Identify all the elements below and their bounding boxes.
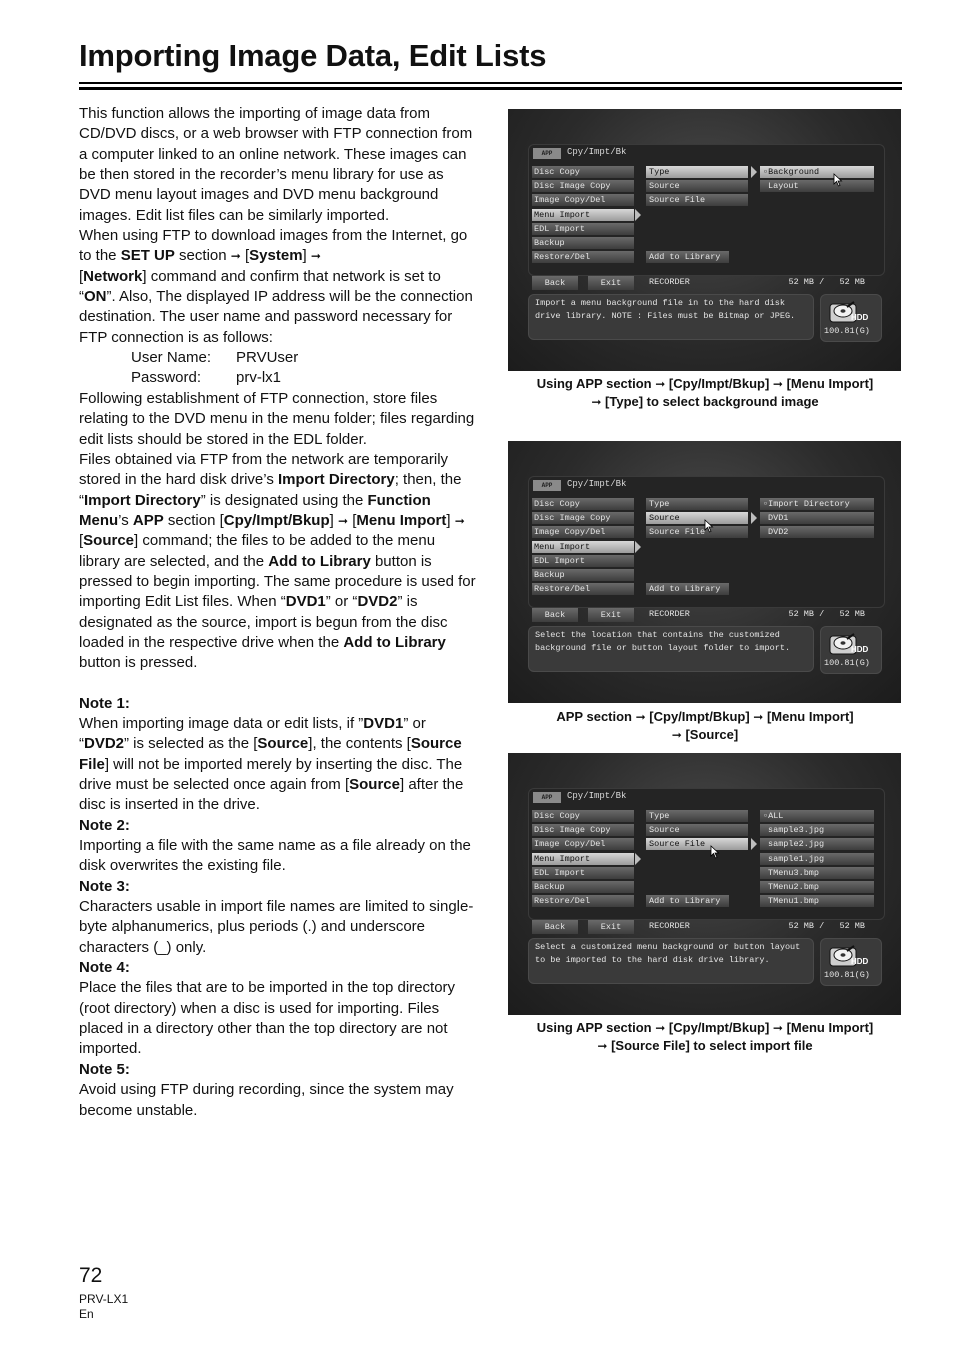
recorder-label: RECORDER — [649, 277, 690, 287]
text-run: section — [174, 247, 231, 265]
menu-item[interactable]: Disc Image Copy — [532, 512, 634, 524]
back-button[interactable]: Back — [532, 276, 578, 290]
text-run: section [ — [163, 511, 224, 529]
note5-text: Avoid using FTP during recording, since the system may become unstable. — [79, 1081, 454, 1119]
status-bar — [528, 920, 883, 936]
username-value: PRVUser — [236, 349, 299, 367]
option-list — [646, 498, 748, 541]
value-label: sample3.jpg — [768, 825, 825, 836]
app-tag: APP — [533, 148, 561, 159]
bold-run: Add to Library — [343, 633, 446, 651]
bold-run: Import Directory — [84, 491, 201, 509]
bold-run: Add to Library — [268, 552, 371, 570]
arrow-icon: ➞ — [753, 710, 764, 724]
option-item[interactable]: Source File — [646, 194, 748, 206]
caption-text: [Cpy/Impt/Bkup] — [645, 709, 754, 724]
caption-text: [Source File] to select import file — [607, 1038, 813, 1053]
arrow-icon: ➞ — [597, 1039, 608, 1053]
text-run: Files obtained via FTP from the network are temporarily stored in the hard disk drive’s — [79, 450, 449, 489]
status-bar — [528, 276, 883, 292]
hdd-status — [820, 294, 882, 342]
add-to-library-button[interactable]: Add to Library — [646, 251, 729, 263]
back-button[interactable]: Back — [532, 608, 578, 622]
value-label: DVD1 — [768, 513, 789, 524]
intro-paragraph: This function allows the importing of image data from CD/DVD discs, or a web browser with FTP connection from a computer linked to an online network. These images can be then stored in the recorder’s menu library for use as DVD menu layout images and DVD menu background images. Edit list files can be similarly imported. — [79, 105, 473, 224]
help-message: Select a customized menu background or button layout to be imported to the hard disk drive library. — [528, 938, 814, 984]
submenu-arrow-icon — [751, 512, 757, 524]
caption-text: [Source] — [681, 727, 739, 742]
submenu-arrow-icon — [751, 838, 757, 850]
option-item[interactable]: Type — [646, 166, 748, 178]
store-paragraph: Following establishment of FTP connection, store files relating to the DVD menu in the menu folder; files regarding edit lists should be stored in the EDL folder. — [79, 389, 475, 448]
value-label: TMenu2.bmp — [768, 881, 820, 892]
option-list — [646, 810, 748, 853]
note3-text: Characters usable in import file names are limited to single-byte alphanumerics, plus periods (.) and underscore characters (_) only. — [79, 898, 474, 956]
menu-item[interactable]: Restore/Del — [532, 895, 634, 907]
arrow-icon: ➞ — [772, 1021, 783, 1035]
text-run: ” is designated as the source, import is begun from the disc loaded in the respective drive when the — [79, 593, 448, 651]
app-tag: APP — [533, 792, 561, 803]
value-item[interactable] — [760, 180, 874, 192]
bold-run: SET UP — [120, 247, 175, 265]
storage-readout: 52 MB / 52 MB — [788, 921, 865, 931]
option-item[interactable]: Source — [646, 824, 748, 836]
storage-readout: 52 MB / 52 MB — [788, 609, 865, 619]
arrow-icon: ➞ — [671, 728, 682, 742]
hdd-status — [820, 938, 882, 986]
text-run: [ — [240, 247, 250, 265]
caption-text: [Type] to select background image — [601, 394, 819, 409]
function-menu — [532, 498, 634, 597]
bold-run: Source — [257, 735, 309, 753]
text-run: When using FTP to download images from the Internet, go to the — [79, 227, 468, 265]
value-list — [760, 810, 874, 909]
menu-item[interactable]: Backup — [532, 237, 634, 249]
menu-item[interactable]: Menu Import — [532, 853, 634, 865]
value-item[interactable] — [760, 838, 874, 850]
bold-run: Import Directory — [278, 471, 395, 489]
text-run: [ — [348, 511, 357, 529]
note1-heading: Note 1: — [79, 694, 130, 712]
arrow-icon: ➞ — [454, 513, 465, 528]
pointer-cursor-icon — [704, 519, 714, 533]
value-label: Layout — [768, 181, 799, 192]
submenu-arrow-icon — [635, 853, 641, 865]
recorder-label: RECORDER — [649, 921, 690, 931]
menu-item[interactable]: Backup — [532, 569, 634, 581]
ui-screenshot-2 — [508, 441, 901, 703]
password-value: prv-lx1 — [236, 369, 282, 387]
add-to-library-button[interactable]: Add to Library — [646, 583, 729, 595]
bold-run: Source — [349, 776, 400, 793]
value-list — [760, 166, 874, 194]
bold-run: Cpy/Impt/Bkup — [223, 511, 330, 529]
ftp-paragraph — [79, 226, 479, 348]
value-item[interactable] — [760, 824, 874, 836]
caption-text: [Menu Import] — [782, 376, 874, 391]
value-label: DVD2 — [768, 527, 789, 538]
note1-text — [79, 714, 479, 816]
arrow-icon: ➞ — [655, 377, 666, 391]
exit-button[interactable]: Exit — [588, 920, 634, 934]
option-item[interactable]: Source — [646, 512, 748, 524]
note2-text: Importing a file with the same name as a file already on the disk overwrites the existing file. — [79, 837, 471, 875]
text-run: [ — [79, 267, 84, 285]
app-section-title: Cpy/Impt/Bk — [567, 791, 627, 801]
hdd-capacity: 100.81(G) — [824, 970, 870, 980]
checkbox-icon: ▫ — [763, 499, 769, 509]
submenu-arrow-icon — [635, 209, 641, 221]
option-list — [646, 166, 748, 209]
text-run: ] command; the files to be added to the menu library are selected, and the — [79, 532, 436, 570]
text-run: ” or “ — [325, 593, 358, 611]
bold-run: DVD2 — [84, 735, 125, 753]
note3-heading: Note 3: — [79, 877, 130, 895]
text-run: ], the contents [ — [308, 735, 411, 753]
value-list — [760, 498, 874, 541]
caption-text: [Cpy/Impt/Bkup] — [665, 376, 773, 391]
screen-caption-2 — [500, 708, 910, 744]
menu-item[interactable]: Image Copy/Del — [532, 838, 634, 850]
menu-item[interactable]: Disc Copy — [532, 166, 634, 178]
submenu-arrow-icon — [751, 166, 757, 178]
text-run: ; then, the “ — [79, 471, 462, 509]
bold-run: DVD1 — [363, 714, 404, 732]
screen-caption-1 — [500, 375, 910, 411]
bold-run: ON — [84, 288, 107, 306]
recorder-label: RECORDER — [649, 609, 690, 619]
text-run: When importing image data or edit lists, if ” — [79, 714, 364, 732]
note4-heading: Note 4: — [79, 959, 130, 977]
value-item[interactable] — [760, 810, 874, 822]
function-menu — [532, 166, 634, 265]
menu-item[interactable]: Restore/Del — [532, 251, 634, 263]
bold-run: DVD1 — [285, 593, 326, 611]
value-item[interactable] — [760, 498, 874, 510]
arrow-icon: ➞ — [591, 395, 602, 409]
arrow-icon: ➞ — [230, 249, 241, 264]
username-label: User Name: — [131, 349, 212, 367]
menu-item[interactable]: Disc Copy — [532, 810, 634, 822]
text-run: ] — [302, 247, 311, 265]
menu-item[interactable]: EDL Import — [532, 555, 634, 567]
status-bar — [528, 608, 883, 624]
password-label: Password: — [131, 369, 202, 387]
add-to-library-button[interactable]: Add to Library — [646, 895, 729, 907]
back-button[interactable]: Back — [532, 920, 578, 934]
arrow-icon: ➞ — [772, 377, 783, 391]
bold-run: Function Menu — [79, 491, 431, 529]
bold-run: System — [249, 247, 303, 265]
title-rule-thin — [79, 82, 902, 84]
help-message: Select the location that contains the customized background file or button layout folder to import. — [528, 626, 814, 672]
menu-item[interactable]: Menu Import — [532, 541, 634, 553]
menu-item[interactable]: Disc Image Copy — [532, 824, 634, 836]
value-label: TMenu1.bmp — [768, 896, 820, 907]
body-text-column — [79, 104, 479, 1121]
caption-text: Using APP section — [536, 1020, 656, 1035]
hdd-label: HDD — [851, 957, 869, 966]
arrow-icon: ➞ — [655, 1021, 666, 1035]
value-item[interactable] — [760, 166, 874, 178]
text-run: ] command and confirm that network is set to “ — [79, 267, 441, 306]
bold-run: Source — [83, 532, 135, 550]
caption-text: [Menu Import] — [782, 1020, 874, 1035]
value-item[interactable] — [760, 881, 874, 893]
menu-item[interactable]: Disc Image Copy — [532, 180, 634, 192]
ui-screenshot-1 — [508, 109, 901, 371]
note2-heading: Note 2: — [79, 816, 130, 834]
text-run: ] — [329, 511, 338, 529]
option-item[interactable]: Type — [646, 498, 748, 510]
import-paragraph — [79, 450, 479, 674]
caption-text: [Cpy/Impt/Bkup] — [665, 1020, 773, 1035]
value-label: Background — [768, 167, 820, 177]
exit-button[interactable]: Exit — [588, 608, 634, 622]
bold-run: APP — [132, 511, 164, 529]
value-item[interactable] — [760, 526, 874, 538]
hdd-label: HDD — [851, 313, 869, 322]
menu-item[interactable]: EDL Import — [532, 223, 634, 235]
value-item[interactable] — [760, 895, 874, 907]
menu-item[interactable]: Disc Copy — [532, 498, 634, 510]
pointer-cursor-icon — [710, 845, 720, 859]
pointer-cursor-icon — [833, 173, 843, 187]
app-section-title: Cpy/Impt/Bk — [567, 147, 627, 157]
value-item[interactable] — [760, 853, 874, 865]
model-name: PRV-LX1 — [79, 1292, 129, 1306]
option-item[interactable]: Source File — [646, 526, 748, 538]
value-label: sample1.jpg — [768, 853, 825, 864]
value-item[interactable] — [760, 867, 874, 879]
text-run: ] after the disc is inserted in the drive. — [79, 776, 464, 814]
function-menu — [532, 810, 634, 909]
help-message: Import a menu background file in to the hard disk drive library. NOTE : Files must be Bitmap or JPEG. — [528, 294, 814, 340]
value-label: TMenu3.bmp — [768, 867, 820, 878]
value-label: ALL — [768, 811, 784, 821]
option-item[interactable]: Source File — [646, 838, 748, 850]
menu-item[interactable]: Image Copy/Del — [532, 194, 634, 206]
text-run: ” is selected as the [ — [124, 735, 258, 753]
exit-button[interactable]: Exit — [588, 276, 634, 290]
text-run: ] will not be imported merely by inserting the disc. The drive must be selected once again from [ — [79, 755, 463, 793]
title-rule-thick — [79, 87, 902, 90]
hdd-label: HDD — [851, 645, 869, 654]
bold-run: DVD2 — [357, 593, 398, 611]
page-title: Importing Image Data, Edit Lists — [79, 38, 547, 73]
text-run: ” is designated using the — [200, 491, 368, 509]
checkbox-icon: ▫ — [763, 167, 769, 177]
menu-item[interactable]: Image Copy/Del — [532, 526, 634, 538]
text-run: button is pressed to begin importing. The same procedure is used for importing Edit List files. When “ — [79, 552, 476, 611]
menu-item[interactable]: Backup — [532, 881, 634, 893]
bold-run: Menu Import — [356, 511, 447, 529]
menu-item[interactable]: Restore/Del — [532, 583, 634, 595]
value-item[interactable] — [760, 512, 874, 524]
hdd-status — [820, 626, 882, 674]
hdd-capacity: 100.81(G) — [824, 326, 870, 336]
app-tag: APP — [533, 480, 561, 491]
menu-item[interactable]: EDL Import — [532, 867, 634, 879]
caption-text: APP section — [556, 709, 636, 724]
text-run: ” or “ — [79, 714, 426, 753]
value-label: Import Directory — [768, 499, 850, 509]
menu-item[interactable]: Menu Import — [532, 209, 634, 221]
text-run: ] — [446, 511, 455, 529]
note5-heading: Note 5: — [79, 1060, 130, 1078]
page-number: 72 — [79, 1264, 103, 1287]
value-label: sample2.jpg — [768, 839, 825, 850]
option-item[interactable]: Type — [646, 810, 748, 822]
bold-run: Source File — [79, 735, 462, 773]
arrow-icon: ➞ — [337, 513, 349, 528]
caption-text: Using APP section — [536, 376, 656, 391]
app-section-title: Cpy/Impt/Bk — [567, 479, 627, 489]
storage-readout: 52 MB / 52 MB — [788, 277, 865, 287]
ui-screenshot-3 — [508, 753, 901, 1015]
note4-text: Place the files that are to be imported in the top directory (root directory) when a disc is used for importing. Files placed in a directory other than the top directory are not imported. — [79, 979, 456, 1058]
language-code: En — [79, 1307, 94, 1321]
password-line — [79, 368, 479, 388]
hdd-capacity: 100.81(G) — [824, 658, 870, 668]
spacer — [79, 674, 479, 694]
text-run: button is pressed. — [79, 654, 198, 672]
checkbox-icon: ▫ — [763, 811, 769, 821]
arrow-icon: ➞ — [310, 249, 321, 264]
model-footer — [79, 1292, 128, 1322]
username-line — [79, 348, 479, 368]
submenu-arrow-icon — [635, 541, 641, 553]
text-run: [ — [79, 532, 84, 550]
text-run: ”. Also, The displayed IP address will be the connection destination. The user name and password necessary for FTP connection is as follows: — [79, 288, 473, 346]
bold-run: Network — [83, 267, 143, 285]
text-run: ’s — [118, 511, 133, 529]
screen-caption-3 — [500, 1019, 910, 1055]
option-item[interactable]: Source — [646, 180, 748, 192]
arrow-icon: ➞ — [635, 710, 646, 724]
caption-text: [Menu Import] — [763, 709, 854, 724]
